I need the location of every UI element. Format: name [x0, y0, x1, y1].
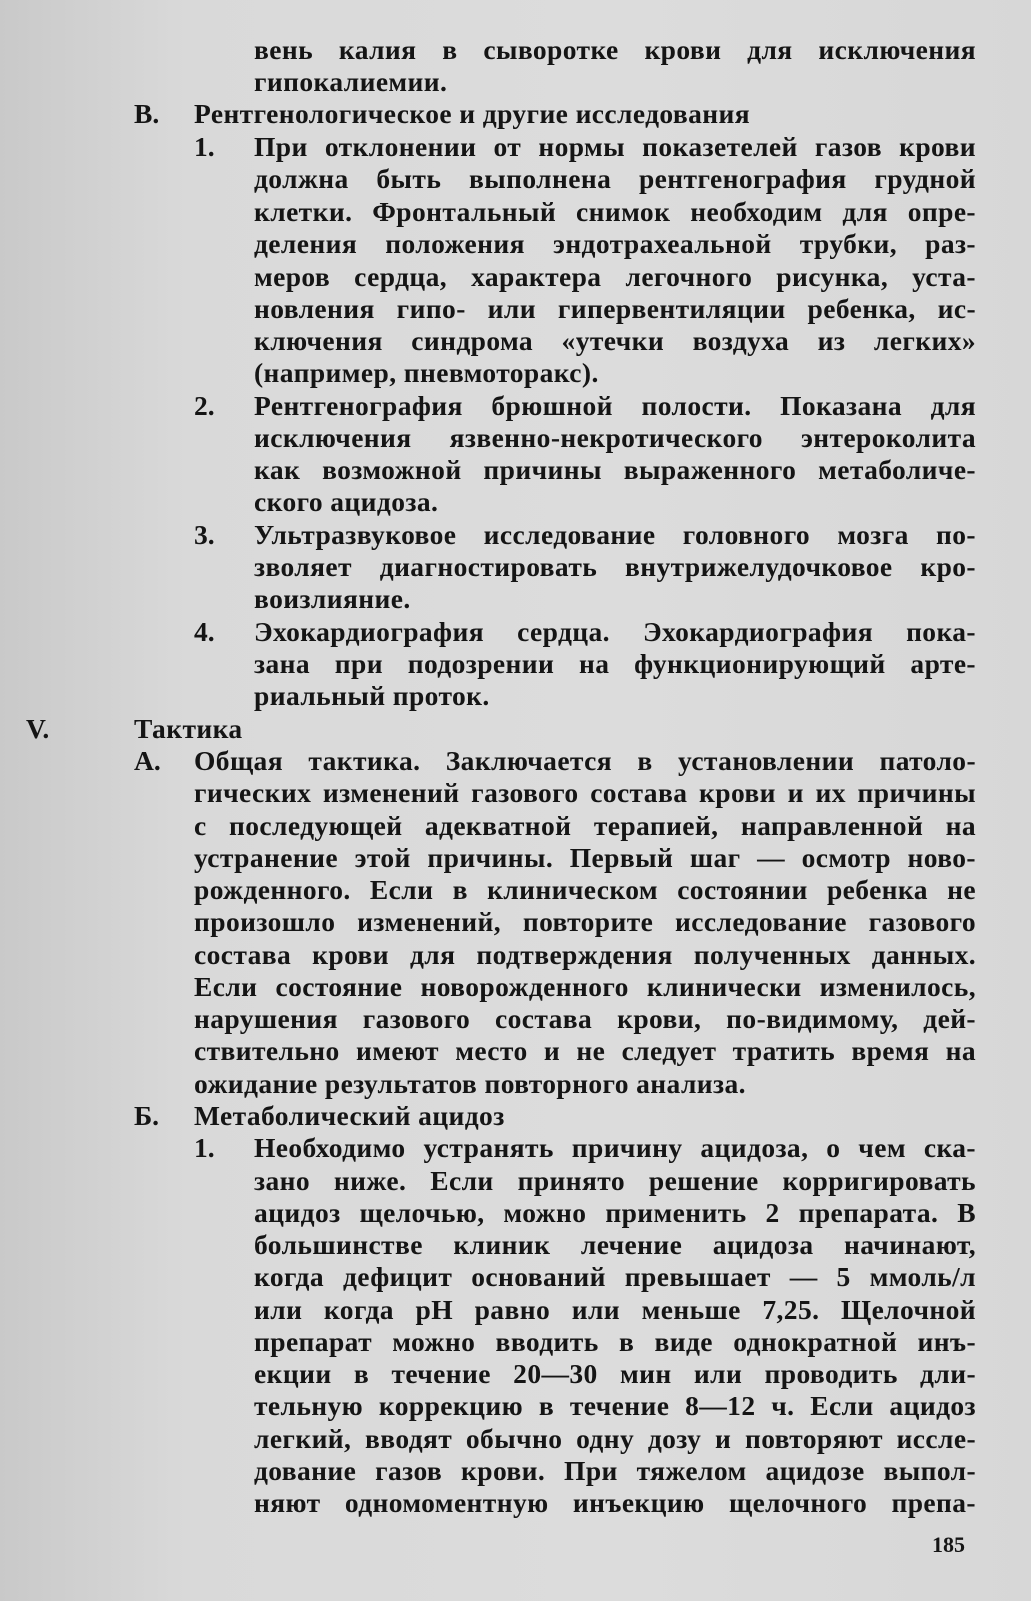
item-number: 4. — [194, 616, 215, 647]
text-line: рожденного. Если в клиническом состоянии ребенка не — [194, 874, 976, 905]
item-number: 1. — [194, 131, 215, 162]
text-line: меров сердца, характера легочного рисунка, уста- — [254, 261, 976, 292]
text-line: как возможной причины выраженного метаболиче- — [254, 454, 976, 485]
text-line: или когда pH равно или меньше 7,25. Щелочной — [254, 1294, 976, 1325]
text-line: (например, пневмоторакс). — [254, 357, 599, 388]
text-line: исключения язвенно-некротического энтероколита — [254, 422, 976, 453]
text-line: препарат можно вводить в виде однократной инъ- — [254, 1326, 976, 1357]
text-line: вень калия в сыворотке крови для исключения — [254, 34, 976, 65]
text-line: произошло изменений, повторите исследование газового — [194, 906, 976, 937]
page-number: 185 — [932, 1532, 965, 1557]
text-line: ского ацидоза. — [254, 486, 439, 517]
section-heading: Метаболический ацидоз — [194, 1100, 505, 1131]
text-line: риальный проток. — [254, 680, 490, 711]
text-line: зано ниже. Если принято решение корригировать — [254, 1165, 976, 1196]
text-line: зволяет диагностировать внутрижелудочковое кро- — [254, 551, 976, 582]
text-line: ацидоз щелочью, можно применить 2 препарата. В — [254, 1197, 976, 1228]
text-line: Если состояние новорожденного клинически изменилось, — [194, 971, 976, 1002]
text-line: ожидание результатов повторного анализа. — [194, 1068, 746, 1099]
text-line: состава крови для подтверждения полученных данных. — [194, 939, 976, 970]
text-line: Необходимо устранять причину ацидоза, о чем ска- — [254, 1132, 976, 1163]
item-number: 3. — [194, 519, 215, 550]
text-line: При отклонении от нормы показетелей газов крови — [254, 131, 976, 162]
section-label-b: Б. — [134, 1100, 160, 1131]
chapter-heading: Тактика — [134, 713, 243, 744]
text-line: Общая тактика. Заключается в установлении патоло- — [194, 745, 976, 776]
text-line: когда дефицит оснований превышает — 5 ммоль/л — [254, 1261, 976, 1292]
text-line: няют одномоментную инъекцию щелочного препа- — [254, 1487, 976, 1518]
text-line: должна быть выполнена рентгенография грудной — [254, 163, 976, 194]
text-line: ключения синдрома «утечки воздуха из легких» — [254, 325, 976, 356]
item-number: 2. — [194, 390, 215, 421]
text-line: устранение этой причины. Первый шаг — осмотр ново- — [194, 842, 976, 873]
text-line: нарушения газового состава крови, по-видимому, дей- — [194, 1003, 976, 1034]
item-number: 1. — [194, 1132, 215, 1163]
text-line: клетки. Фронтальный снимок необходим для опре- — [254, 196, 976, 227]
section-label-a: А. — [134, 745, 161, 776]
text-line: деления положения эндотрахеальной трубки, раз- — [254, 228, 976, 259]
text-line: Эхокардиография сердца. Эхокардиография пока- — [254, 616, 976, 647]
text-line: большинстве клиник лечение ацидоза начинают, — [254, 1229, 976, 1260]
text-line: дование газов крови. При тяжелом ацидозе выпол- — [254, 1455, 976, 1486]
text-line: воизлияние. — [254, 583, 411, 614]
text-line: Ультразвуковое исследование головного мозга по- — [254, 519, 976, 550]
section-label-v: В. — [134, 98, 160, 129]
section-heading: Рентгенологическое и другие исследования — [194, 98, 751, 129]
text-line: легкий, вводят обычно одну дозу и повторяют иссле- — [254, 1423, 976, 1454]
text-line: ствительно имеют место и не следует тратить время на — [194, 1035, 976, 1066]
text-line: зана при подозрении на функционирующий арте- — [254, 648, 976, 679]
text-line: с последующей адекватной терапией, направленной на — [194, 810, 976, 841]
text-line: тельную коррекцию в течение 8—12 ч. Если ацидоз — [254, 1390, 976, 1421]
text-line: екции в течение 20—30 мин или проводить дли- — [254, 1358, 976, 1389]
text-line: новления гипо- или гипервентиляции ребенка, ис- — [254, 293, 976, 324]
text-line: Рентгенография брюшной полости. Показана для — [254, 390, 976, 421]
text-line: гипокалиемии. — [254, 66, 448, 97]
text-line: гических изменений газового состава крови и их причины — [194, 777, 976, 808]
chapter-label-v: V. — [26, 713, 50, 744]
